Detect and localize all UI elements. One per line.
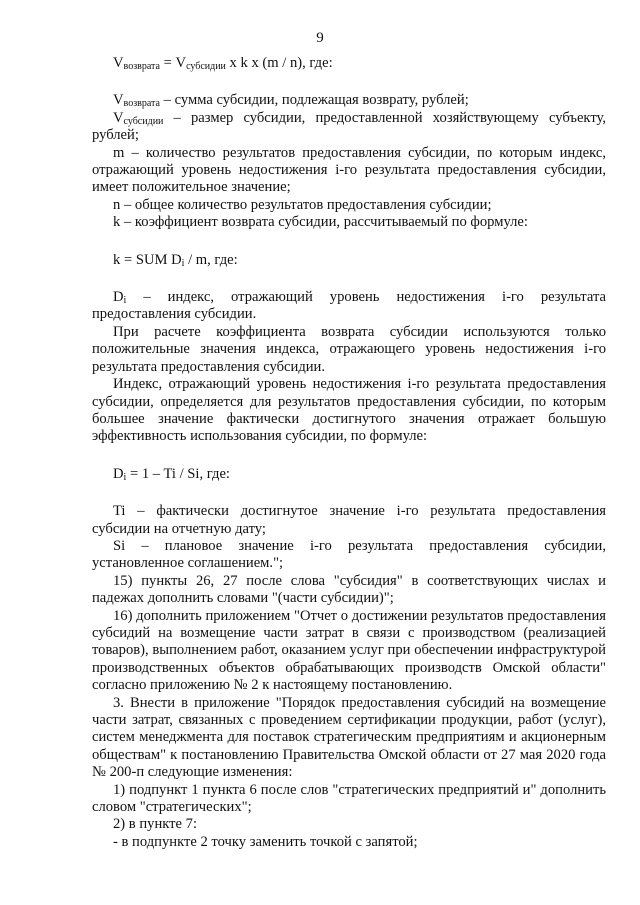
- formula-post: / m, где:: [184, 251, 238, 268]
- coefficient-formula: [92, 252, 606, 269]
- formula-subscript: i: [181, 257, 185, 269]
- def-symbol: V: [113, 92, 124, 109]
- index-formula: [92, 466, 606, 483]
- formula-post: = 1 – Ti / Si, где:: [126, 465, 230, 482]
- item-15: 15) пункты 26, 27 после слова "субсидия" в соответствующих числах и падежах дополнить словами "(части субсидии)";: [92, 572, 606, 607]
- formula-equals: = V: [159, 55, 187, 71]
- subitem-1: 1) подпункт 1 пункта 6 после слов "стратегических предприятий и" дополнить словом "стратегических";: [92, 781, 606, 816]
- paragraph-positive-values: При расчете коэффициента возврата субсидии используются только положительные значения индекса, отражающего уровень недостижения i-го результата предоставления субсидии.: [92, 323, 606, 375]
- return-formula: [92, 55, 606, 72]
- formula-rest: x k x (m / n), где:: [225, 55, 333, 71]
- formula-lhs-subscript: возврата: [123, 61, 160, 72]
- paragraph-index: Индекс, отражающий уровень недостижения i-го результата предоставления субсидии, определяется для результатов предоставления субсидии, по которым большее значение фактически достигнутого значения отражает большую эффективность использования субсидии, по формуле:: [92, 376, 606, 445]
- def-subscript: i: [123, 295, 127, 307]
- document-body: [92, 55, 606, 851]
- def-text: – сумма субсидии, подлежащая возврату, рублей;: [159, 92, 469, 109]
- item-16: 16) дополнить приложением "Отчет о достижении результатов предоставления субсидий на возмещение части затрат в связи с производством (реализацией товаров), выполнением работ, оказанием услуг при обеспечении инфраструктурой производственных объектов обрабатывающих производств Омской области" согласно приложению № 2 к настоящему постановлению.: [92, 607, 606, 694]
- def-symbol: D: [113, 289, 124, 306]
- def-subscript: возврата: [123, 98, 160, 110]
- formula-pre: D: [113, 465, 124, 482]
- formula-subscript: i: [123, 471, 127, 483]
- page-number: 9: [316, 30, 324, 46]
- def-symbol: V: [113, 109, 124, 126]
- formula-pre: k = SUM D: [113, 251, 182, 268]
- def-text: – индекс, отражающий уровень недостижения i-го результата предоставления субсидии.: [92, 289, 606, 323]
- definition-ti: Ti – фактически достигнутое значение i-го результата предоставления субсидии на отчетную дату;: [92, 503, 606, 537]
- definition-v-return: [92, 92, 606, 109]
- definition-m: m – количество результатов предоставления субсидии, по которым индекс, отражающий уровень недостижения i-го результата предоставления субсидии, имеет положительное значение;: [92, 144, 606, 196]
- def-text: – размер субсидии, предоставленной хозяйствующему субъекту, рублей;: [92, 109, 606, 144]
- formula-lhs-symbol: V: [113, 55, 124, 71]
- subitem-2-dash: - в подпункте 2 точку заменить точкой с запятой;: [113, 833, 418, 850]
- definition-k: k – коэффициент возврата субсидии, рассчитываемый по формуле:: [113, 214, 528, 231]
- formula-rhs-subscript: субсидии: [186, 61, 226, 72]
- def-subscript: субсидии: [123, 115, 164, 127]
- definition-si: Si – плановое значение i-го результата предоставления субсидии, установленное соглашением.";: [92, 537, 606, 572]
- definition-n: n – общее количество результатов предоставления субсидии;: [113, 196, 492, 213]
- item-3: 3. Внести в приложение "Порядок предоставления субсидий на возмещение части затрат, связанных с проведением сертификации продукции, работ (услуг), систем менеджмента для поставок стратегическим предприятиям и акционерным обществам" к постановлению Правительства Омской области от 27 мая 2020 года № 200-п следующие изменения:: [92, 694, 606, 781]
- definition-di: [92, 289, 606, 324]
- subitem-2: 2) в пункте 7:: [113, 816, 198, 833]
- definition-v-subsidy: [92, 110, 606, 145]
